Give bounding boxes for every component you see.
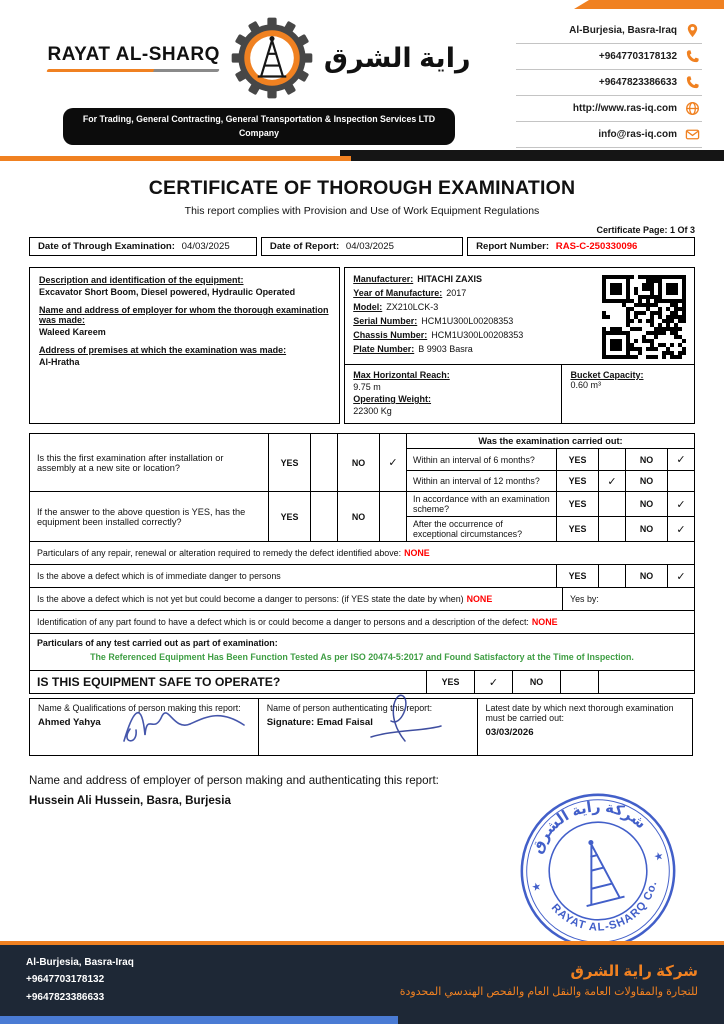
footer-phone-2: +9647823386633 xyxy=(26,991,105,1003)
immediate-danger-yes-checkbox xyxy=(598,565,625,587)
exceptional-no-checkbox: ✓ xyxy=(667,517,694,541)
contact-phone-1 xyxy=(516,44,702,70)
contact-text: info@ras-iq.com xyxy=(598,129,677,140)
carried-out-header: Was the examination carried out: xyxy=(407,434,694,449)
q2-yes-checkbox xyxy=(310,492,337,541)
reach-label: Max Horizontal Reach: xyxy=(353,370,450,380)
top-right-accent xyxy=(574,0,724,9)
q1-no-checkbox: ✓ xyxy=(379,434,406,491)
footer-contact-block xyxy=(26,954,134,1007)
q2-no-checkbox xyxy=(379,492,406,541)
description-value: Excavator Short Boom, Diesel powered, Hydraulic Operated xyxy=(39,287,296,297)
interval-12-yes-checkbox: ✓ xyxy=(598,471,625,491)
test-result: The Referenced Equipment Has Been Function Tested As per ISO 20474-5:2017 and Found Satisfactory at the Time of Inspection. xyxy=(90,652,634,662)
safe-yes-checkbox: ✓ xyxy=(474,671,512,693)
gear-derrick-logo xyxy=(230,16,314,100)
immediate-danger-no-checkbox: ✓ xyxy=(667,565,694,587)
footer-address: Al-Burjesia, Basra-Iraq xyxy=(26,956,134,968)
footer-company-arabic: شركة راية الشرق xyxy=(570,962,698,980)
safe-to-operate-row xyxy=(30,670,694,693)
employer-of-person-name: Hussein Ali Hussein, Basra, Burjesia xyxy=(29,794,231,807)
model-value: ZX210LCK-3 xyxy=(386,302,439,312)
future-danger-label: Is the above a defect which is not yet but could become a danger to persons: (if YES state the date by when) xyxy=(37,594,464,604)
test-row xyxy=(30,633,694,670)
no-label: NO xyxy=(625,471,667,491)
test-label: Particulars of any test carried out as part of examination: xyxy=(37,638,278,648)
reach-weight-cell xyxy=(345,365,561,423)
making-report-label: Name & Qualifications of person making this report: xyxy=(38,703,241,713)
yes-label: YES xyxy=(556,492,598,516)
contact-phone-2 xyxy=(516,70,702,96)
weight-value: 22300 Kg xyxy=(353,406,392,416)
contact-text: +9647823386633 xyxy=(598,77,677,88)
stamp-star-right: ★ xyxy=(652,849,665,864)
contact-text: +9647703178132 xyxy=(598,51,677,62)
part-defect-label: Identification of any part found to have a defect which is or could become a danger to persons and a description of the defect: xyxy=(37,617,529,627)
repair-label: Particulars of any repair, renewal or alteration required to remedy the defect identified above: xyxy=(37,548,402,558)
stamp-derrick-icon xyxy=(572,840,624,906)
brand-block xyxy=(24,16,494,148)
description-label: Description and identification of the equipment: xyxy=(39,275,244,285)
exam-date-value: 04/03/2025 xyxy=(181,241,230,252)
first-examination-group xyxy=(30,434,694,491)
report-number-value: RAS-C-250330096 xyxy=(555,241,638,252)
equipment-details-box xyxy=(344,267,695,424)
repair-value: NONE xyxy=(404,548,430,558)
authenticating-label: Name of person authenticating this report: xyxy=(266,703,433,713)
contact-address xyxy=(516,18,702,44)
report-date-label: Date of Report: xyxy=(269,241,340,252)
chassis-label: Chassis Number: xyxy=(353,330,428,340)
footer-blue-bar xyxy=(0,1016,398,1024)
serial-value: HCM1U300L00208353 xyxy=(421,316,514,326)
phone-icon xyxy=(685,75,700,90)
contact-website xyxy=(516,96,702,122)
stamp-text-english: RAYAT AL-SHARQ Co. xyxy=(548,879,660,934)
interval-6-yes-checkbox xyxy=(598,449,625,470)
manufacturer-value: HITACHI ZAXIS xyxy=(417,274,483,284)
report-number-label: Report Number: xyxy=(476,241,550,252)
svg-text:RAYAT AL-SHARQ Co. xyxy=(547,877,668,946)
certificate-page-number: Certificate Page: 1 Of 3 xyxy=(596,225,695,235)
next-examination-date: 03/03/2026 xyxy=(485,727,534,738)
exceptional-circumstances-row xyxy=(407,516,694,541)
interval-12-no-checkbox xyxy=(667,471,694,491)
carried-out-block xyxy=(406,434,694,491)
report-date-box xyxy=(261,237,463,256)
safe-to-operate-label: IS THIS EQUIPMENT SAFE TO OPERATE? xyxy=(37,675,281,689)
manufacturer-label: Manufacturer: xyxy=(353,274,414,284)
yes-by-cell: Yes by: xyxy=(562,588,694,610)
immediate-danger-no-label: NO xyxy=(625,565,667,587)
q1-yes-label: YES xyxy=(268,434,310,491)
immediate-danger-label: Is the above a defect which is of immediate danger to persons xyxy=(37,571,281,581)
q1-no-label: NO xyxy=(337,434,379,491)
interval-6-no-checkbox: ✓ xyxy=(667,449,694,470)
interval-6-months-row xyxy=(407,449,694,470)
q2-no-label: NO xyxy=(337,492,379,541)
footer-phone-1: +9647703178132 xyxy=(26,974,105,985)
no-label: NO xyxy=(625,449,667,470)
company-tagline: For Trading, General Contracting, General Transportation & Inspection Services LTD Company xyxy=(63,108,455,145)
next-examination-label: Latest date by which next thorough examination must be carried out: xyxy=(485,703,674,723)
footer xyxy=(0,941,724,1024)
meta-row xyxy=(29,237,695,256)
safe-no-checkbox xyxy=(560,671,598,693)
employer-of-person-label: Name and address of employer of person making and authenticating this report: xyxy=(29,774,439,787)
bucket-value: 0.60 m³ xyxy=(570,380,601,390)
contact-text: http://www.ras-iq.com xyxy=(572,103,677,114)
safe-no-label: NO xyxy=(512,671,560,693)
equipment-description-box xyxy=(29,267,340,424)
next-examination-box xyxy=(477,698,693,756)
interval-12-months-label: Within an interval of 12 months? xyxy=(413,476,540,486)
future-danger-row xyxy=(30,587,694,610)
scheme-no-checkbox: ✓ xyxy=(667,492,694,516)
no-label: NO xyxy=(625,517,667,541)
title-block xyxy=(0,177,724,217)
footer-arabic-block xyxy=(400,962,698,998)
making-report-name: Ahmed Yahya xyxy=(38,717,101,728)
contact-text: Al-Burjesia, Basra-Iraq xyxy=(569,25,677,36)
weight-label: Operating Weight: xyxy=(353,394,432,404)
equipment-details xyxy=(345,268,602,364)
future-danger-value: NONE xyxy=(466,594,493,604)
chassis-value: HCM1U300L00208353 xyxy=(431,330,524,340)
installed-correctly-group xyxy=(30,491,694,541)
plate-value: B 9903 Basra xyxy=(418,344,473,354)
header xyxy=(0,0,724,148)
authenticating-signature: Signature: Emad Faisal xyxy=(266,717,373,728)
model-label: Model: xyxy=(353,302,383,312)
company-name-ar: راية الشرق xyxy=(323,42,471,73)
interval-12-months-row xyxy=(407,470,694,491)
serial-label: Serial Number: xyxy=(353,316,418,326)
repair-row xyxy=(30,541,694,564)
report-date-value: 04/03/2025 xyxy=(345,241,394,252)
bucket-label: Bucket Capacity: xyxy=(570,370,644,380)
report-number-box xyxy=(467,237,695,256)
examination-table xyxy=(29,433,695,694)
examination-scheme-row xyxy=(407,492,694,516)
yes-label: YES xyxy=(556,517,598,541)
emad-signature xyxy=(343,685,463,747)
plate-label: Plate Number: xyxy=(353,344,415,354)
qr-code xyxy=(602,275,686,359)
question-first-examination: Is this the first examination after installation or assembly at a new site or location? xyxy=(37,452,224,473)
contact-list xyxy=(516,18,702,148)
scheme-yes-checkbox xyxy=(598,492,625,516)
exam-date-label: Date of Through Examination: xyxy=(38,241,175,252)
premises-label: Address of premises at which the examination was made: xyxy=(39,345,287,355)
email-icon xyxy=(685,127,700,142)
safe-row-trailing-cell xyxy=(598,671,694,693)
premises-value: Al-Hratha xyxy=(39,357,80,367)
person-making-report-box xyxy=(29,698,259,756)
examination-scheme-label: In accordance with an examination scheme? xyxy=(413,494,550,514)
scheme-block xyxy=(406,492,694,541)
signature-row xyxy=(29,698,695,756)
exceptional-yes-checkbox xyxy=(598,517,625,541)
reach-value: 9.75 m xyxy=(353,382,381,392)
bucket-cell xyxy=(561,365,694,423)
interval-6-months-label: Within an interval of 6 months? xyxy=(413,454,535,465)
contact-email xyxy=(516,122,702,148)
footer-bottom-strip xyxy=(0,1016,724,1024)
exceptional-circumstances-label: After the occurrence of exceptional circumstances? xyxy=(413,519,523,539)
phone-icon xyxy=(685,49,700,64)
question-installed-correctly: If the answer to the above question is YES, has the equipment been installed correctly? xyxy=(37,506,246,527)
equipment-section xyxy=(29,267,695,424)
q2-yes-label: YES xyxy=(268,492,310,541)
yes-label: YES xyxy=(556,449,598,470)
certificate-title: CERTIFICATE OF THOROUGH EXAMINATION xyxy=(148,177,576,199)
stamp-text-arabic: شركة راية الشرق xyxy=(529,799,649,856)
footer-body xyxy=(0,945,724,1017)
employer-section xyxy=(29,774,695,934)
yes-label: YES xyxy=(556,471,598,491)
stamp-star-left: ★ xyxy=(530,880,543,895)
employer-label: Name and address of employer for whom the thorough examination was made: xyxy=(39,305,329,325)
person-authenticating-box xyxy=(258,698,478,756)
company-name-en: RAYAT AL-SHARQ xyxy=(47,44,219,72)
divider-black-bar xyxy=(340,150,724,161)
year-value: 2017 xyxy=(446,288,467,298)
immediate-danger-yes-label: YES xyxy=(556,565,598,587)
header-divider xyxy=(0,150,724,165)
globe-icon xyxy=(685,101,700,116)
immediate-danger-row xyxy=(30,564,694,587)
divider-orange-bar xyxy=(0,156,351,161)
footer-tagline-arabic: للتجارة والمقاولات العامة والنقل العام والفحص الهندسي المحدودة xyxy=(399,985,698,998)
safe-yes-label: YES xyxy=(426,671,474,693)
part-defect-row xyxy=(30,610,694,633)
certificate-subtitle: This report complies with Provision and Use of Work Equipment Regulations xyxy=(184,205,540,217)
exam-date-box xyxy=(29,237,257,256)
q1-yes-checkbox xyxy=(310,434,337,491)
location-icon xyxy=(685,23,700,38)
employer-value: Waleed Kareem xyxy=(39,327,106,337)
part-defect-value: NONE xyxy=(531,617,558,627)
year-label: Year of Manufacture: xyxy=(353,288,443,298)
no-label: NO xyxy=(625,492,667,516)
